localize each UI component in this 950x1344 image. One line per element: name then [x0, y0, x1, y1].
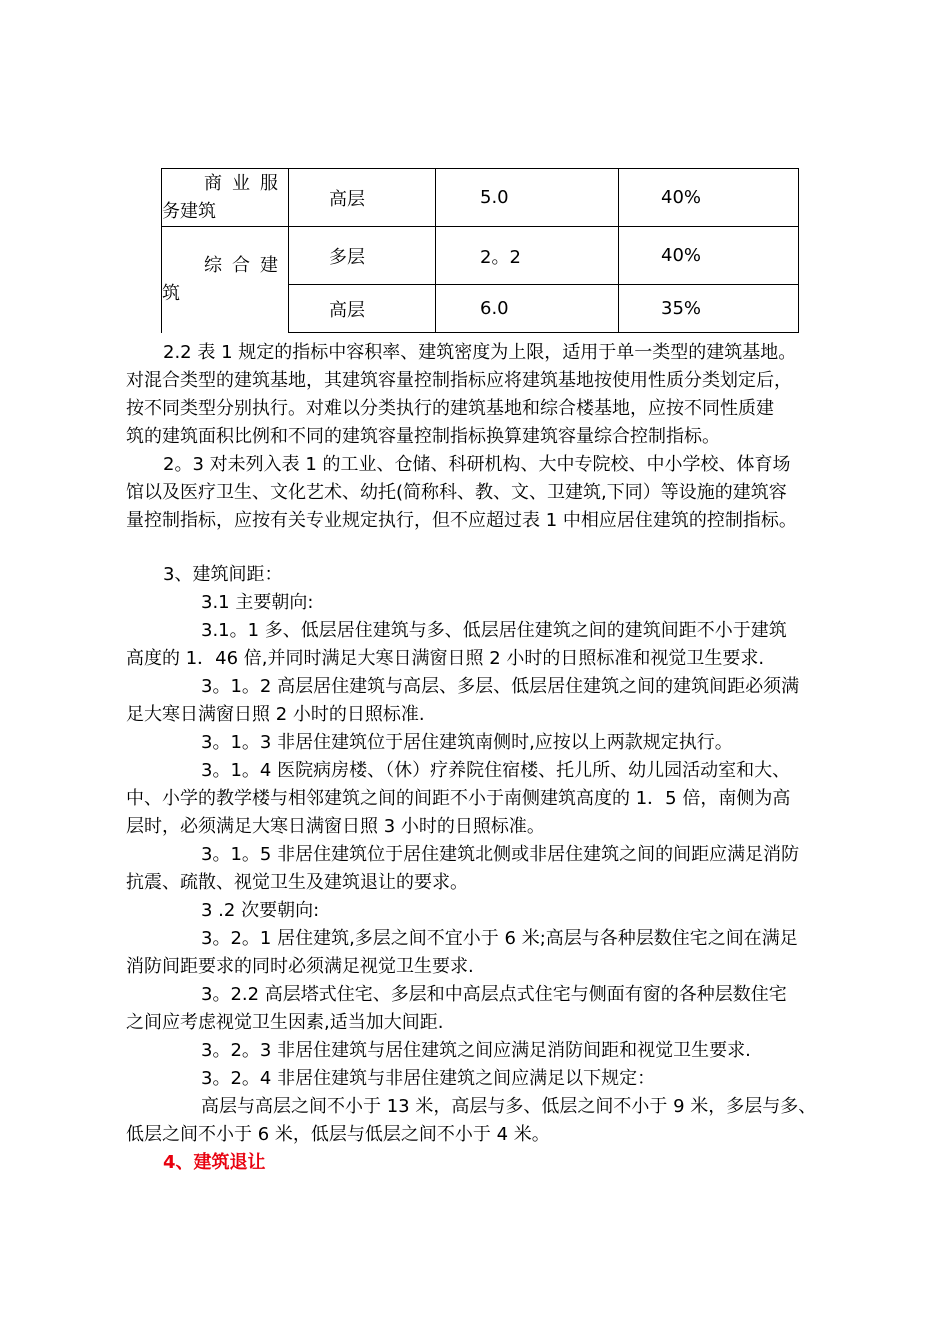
far-cell: 2。2	[436, 227, 619, 285]
category-cell	[162, 227, 289, 333]
paragraph-2-2-line: 对混合类型的建筑基地，其建筑容量控制指标应将建筑基地按使用性质分类划定后，	[126, 370, 792, 391]
clause-3-1-2-line: 足大寒日满窗日照 2 小时的日照标准.	[126, 704, 425, 725]
floor-cell: 高层	[289, 285, 436, 333]
clause-3-1-3: 3。1。3 非居住建筑位于居住建筑南侧时,应按以上两款规定执行。	[201, 732, 733, 753]
clause-3-2-4-detail-line: 高层与高层之间不小于 13 米，高层与多、低层之间不小于 9 米，多层与多、	[201, 1096, 817, 1117]
indicator-table	[161, 168, 799, 333]
table-row	[162, 227, 799, 285]
far-cell: 6.0	[436, 285, 619, 333]
clause-3-2-4: 3。2。4 非居住建筑与非居住建筑之间应满足以下规定：	[201, 1068, 656, 1089]
paragraph-2-3-line: 量控制指标，应按有关专业规定执行，但不应超过表 1 中相应居住建筑的控制指标。	[126, 510, 797, 531]
paragraph-2-2-line: 2.2 表 1 规定的指标中容积率、建筑密度为上限，适用于单一类型的建筑基地。	[163, 342, 797, 363]
category-line1: 商业服	[204, 172, 288, 194]
clause-3-1-1-line: 高度的 1．46 倍,并同时满足大寒日满窗日照 2 小时的日照标准和视觉卫生要求.	[126, 648, 765, 669]
subsection-3-2-title: 3 .2 次要朝向:	[201, 900, 320, 921]
clause-3-1-4-line: 中、小学的教学楼与相邻建筑之间的间距不小于南侧建筑高度的 1．5 倍，南侧为高	[126, 788, 791, 809]
clause-3-1-1-line: 3.1。1 多、低层居住建筑与多、低层居住建筑之间的建筑间距不小于建筑	[201, 620, 787, 641]
density-cell: 40%	[619, 227, 799, 285]
table-row	[162, 169, 799, 227]
section-2-text	[126, 339, 846, 535]
category-line1: 综合建	[204, 254, 288, 276]
floor-cell: 多层	[289, 227, 436, 285]
clause-3-2-2-line: 3。2.2 高层塔式住宅、多层和中高层点式住宅与侧面有窗的各种层数住宅	[201, 984, 787, 1005]
clause-3-2-3: 3。2。3 非居住建筑与居住建筑之间应满足消防间距和视觉卫生要求.	[201, 1040, 751, 1061]
density-cell: 35%	[619, 285, 799, 333]
density-cell: 40%	[619, 169, 799, 227]
clause-3-1-4-line: 层时，必须满足大寒日满窗日照 3 小时的日照标准。	[126, 816, 545, 837]
section-3-text	[126, 561, 846, 1177]
section-4-title: 4、建筑退让	[163, 1152, 266, 1173]
category-line2: 务建筑	[162, 200, 216, 222]
clause-3-2-2-line: 之间应考虑视觉卫生因素,适当加大间距.	[126, 1012, 444, 1033]
category-cell	[162, 169, 289, 227]
far-cell: 5.0	[436, 169, 619, 227]
clause-3-2-1-line: 消防间距要求的同时必须满足视觉卫生要求.	[126, 956, 474, 977]
paragraph-2-2-line: 筑的建筑面积比例和不同的建筑容量控制指标换算建筑容量综合控制指标。	[126, 426, 720, 447]
clause-3-1-5-line: 3。1。5 非居住建筑位于居住建筑北侧或非居住建筑之间的间距应满足消防	[201, 844, 800, 865]
floor-cell: 高层	[289, 169, 436, 227]
category-line2: 筑	[162, 282, 180, 304]
paragraph-2-3-line: 2。3 对未列入表 1 的工业、仓储、科研机构、大中专院校、中小学校、体育场	[163, 454, 791, 475]
clause-3-1-5-line: 抗震、疏散、视觉卫生及建筑退让的要求。	[126, 872, 468, 893]
clause-3-2-4-detail-line: 低层之间不小于 6 米，低层与低层之间不小于 4 米。	[126, 1124, 550, 1145]
section-3-title: 3、建筑间距：	[163, 564, 283, 585]
subsection-3-1-title: 3.1 主要朝向:	[201, 592, 314, 613]
paragraph-2-3-line: 馆以及医疗卫生、文化艺术、幼托(简称科、教、文、卫建筑,下同）等设施的建筑容	[126, 482, 787, 503]
clause-3-1-2-line: 3。1。2 高层居住建筑与高层、多层、低层居住建筑之间的建筑间距必须满	[201, 676, 800, 697]
paragraph-2-2-line: 按不同类型分别执行。对难以分类执行的建筑基地和综合楼基地，应按不同性质建	[126, 398, 774, 419]
clause-3-2-1-line: 3。2。1 居住建筑,多层之间不宜小于 6 米;高层与各种层数住宅之间在满足	[201, 928, 798, 949]
clause-3-1-4-line: 3。1。4 医院病房楼、（休）疗养院住宿楼、托儿所、幼儿园活动室和大、	[201, 760, 791, 781]
